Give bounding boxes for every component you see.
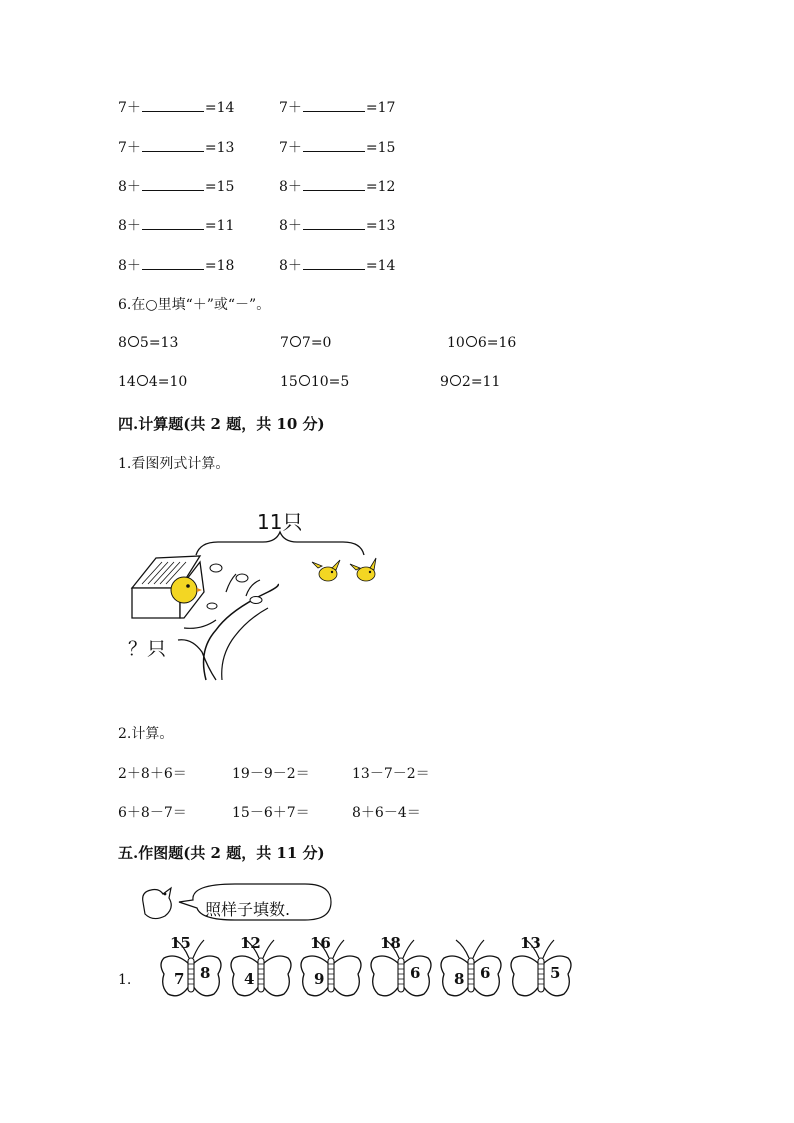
- operator-item: 9 2=11: [440, 374, 501, 390]
- operator-circle[interactable]: [450, 375, 461, 386]
- fill-item: 8＋ =14: [279, 258, 396, 274]
- butterfly-left-number: 8: [454, 970, 465, 988]
- butterfly-right-number: 8: [200, 964, 211, 982]
- calc-item: 8＋6－4＝: [352, 805, 421, 821]
- answer-blank[interactable]: [142, 178, 204, 191]
- butterfly-top-number: 15: [170, 934, 191, 952]
- tree-branch: [246, 580, 260, 596]
- butterfly-right-number: 5: [550, 964, 561, 982]
- leaf: [250, 597, 262, 604]
- answer-blank[interactable]: [142, 217, 204, 230]
- operator-item: 10 6=16: [447, 335, 517, 351]
- fill-item: 7＋ =14: [118, 100, 235, 116]
- question-6-title: 6.在○里填“＋”或“－”。: [118, 297, 271, 313]
- speech-bird-icon: [143, 888, 172, 919]
- butterfly-left-number: 4: [244, 970, 255, 988]
- butterfly: [508, 934, 574, 1006]
- calc-item: 6＋8－7＝: [118, 805, 187, 821]
- brace-line: [196, 532, 364, 555]
- flying-bird: [350, 558, 376, 581]
- tree-branch: [226, 574, 236, 592]
- butterfly-top-number: 12: [240, 934, 261, 952]
- calc-item: 13－7－2＝: [352, 766, 430, 782]
- fill-item: 7＋ =13: [118, 140, 235, 156]
- leaf: [207, 603, 217, 609]
- answer-blank[interactable]: [303, 178, 365, 191]
- operator-item: 15 10=5: [280, 374, 350, 390]
- answer-blank[interactable]: [303, 217, 365, 230]
- tree-trunk: [178, 640, 216, 680]
- leaf: [236, 574, 248, 582]
- fill-item: 8＋ =18: [118, 258, 235, 274]
- butterfly-left-number: 9: [314, 970, 325, 988]
- butterfly: [438, 934, 504, 1006]
- answer-blank[interactable]: [303, 139, 365, 152]
- bird-eye: [186, 584, 190, 588]
- fill-item: 8＋ =11: [118, 218, 235, 234]
- fill-item: 8＋ =13: [279, 218, 396, 234]
- operator-item: 14 4=10: [118, 374, 188, 390]
- fill-item: 7＋ =15: [279, 140, 396, 156]
- fill-item: 7＋ =17: [279, 100, 396, 116]
- section-5-heading: 五.作图题(共 2 题，共 11 分): [118, 844, 325, 862]
- calc-item: 19－9－2＝: [232, 766, 310, 782]
- tree-branch: [204, 584, 279, 680]
- section-4-heading: 四.计算题(共 2 题，共 10 分): [118, 415, 325, 433]
- bird-in-house: [171, 577, 197, 603]
- leaf: [210, 564, 222, 572]
- tree-branch: [222, 608, 268, 680]
- question-1-title: 1.看图列式计算。: [118, 456, 230, 472]
- butterfly-left-number: 7: [174, 970, 185, 988]
- answer-blank[interactable]: [303, 99, 365, 112]
- calc-item: 15－6＋7＝: [232, 805, 310, 821]
- butterfly-right-number: 6: [410, 964, 421, 982]
- tree-branch: [184, 620, 216, 628]
- butterfly: [368, 934, 434, 1006]
- butterfly-top-number: 16: [310, 934, 331, 952]
- calc-item: 2＋8＋6＝: [118, 766, 187, 782]
- operator-circle[interactable]: [466, 336, 477, 347]
- butterfly-top-number: 18: [380, 934, 401, 952]
- answer-blank[interactable]: [303, 257, 365, 270]
- operator-item: 7 7=0: [280, 335, 332, 351]
- fill-item: 8＋ =15: [118, 179, 235, 195]
- operator-circle[interactable]: [137, 375, 148, 386]
- butterfly: [298, 934, 364, 1006]
- operator-circle[interactable]: [128, 336, 139, 347]
- question-2-title: 2.计算。: [118, 726, 174, 742]
- butterfly-top-number: 13: [520, 934, 541, 952]
- operator-circle[interactable]: [290, 336, 301, 347]
- butterfly: [158, 934, 224, 1006]
- answer-blank[interactable]: [142, 257, 204, 270]
- flying-bird: [312, 560, 340, 581]
- operator-circle[interactable]: [299, 375, 310, 386]
- question-1-number: 1.: [118, 972, 132, 988]
- operator-item: 8 5=13: [118, 335, 179, 351]
- answer-blank[interactable]: [142, 139, 204, 152]
- bubble-text: 照样子填数.: [205, 900, 291, 919]
- unknown-birds-label: ？只: [128, 638, 167, 660]
- butterfly-right-number: 6: [480, 964, 491, 982]
- fill-item: 8＋ =12: [279, 179, 396, 195]
- butterfly: [228, 934, 294, 1006]
- answer-blank[interactable]: [142, 99, 204, 112]
- total-birds-label: 11只: [257, 510, 303, 534]
